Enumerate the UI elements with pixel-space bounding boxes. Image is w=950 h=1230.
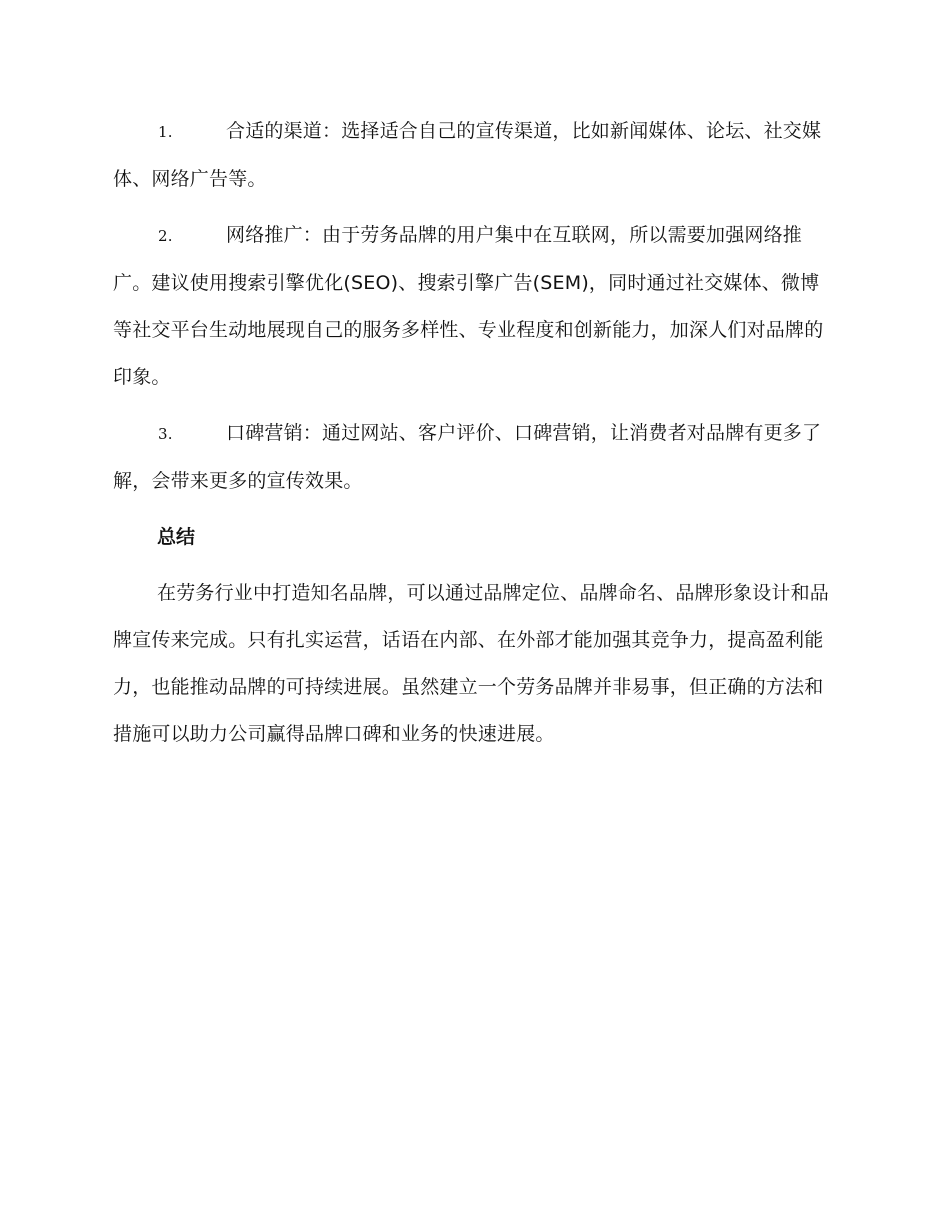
list-text: 合适的渠道：选择适合自己的宣传渠道，比如新闻媒体、论坛、社交媒体、网络广告等。 [113,120,822,190]
list-text: 网络推广：由于劳务品牌的用户集中在互联网，所以需要加强网络推广。建议使用搜索引擎优化(SEO)、搜索引擎广告(SEM)，同时通过社交媒体、微博等社交平台生动地展现自己的服务多样性、专业程度和创新能力，加深人们对品牌的印象。 [113,224,824,388]
list-item [113,212,838,401]
list-number: 3. [158,425,173,443]
list-number: 1. [158,123,173,141]
section-heading: 总结 [157,526,196,548]
summary-paragraph: 在劳务行业中打造知名品牌，可以通过品牌定位、品牌命名、品牌形象设计和品牌宣传来完成。只有扎实运营，话语在内部、在外部才能加强其竞争力，提高盈利能力，也能推动品牌的可持续进展。虽然建立一个劳务品牌并非易事，但正确的方法和措施可以助力公司赢得品牌口碑和业务的快速进展。 [113,582,830,745]
list-number: 2. [158,227,173,245]
list-text: 口碑营销：通过网站、客户评价、口碑营销，让消费者对品牌有更多了解，会带来更多的宣传效果。 [113,422,822,492]
document-page [113,108,838,758]
list-item [113,108,838,203]
list-item [113,410,838,505]
